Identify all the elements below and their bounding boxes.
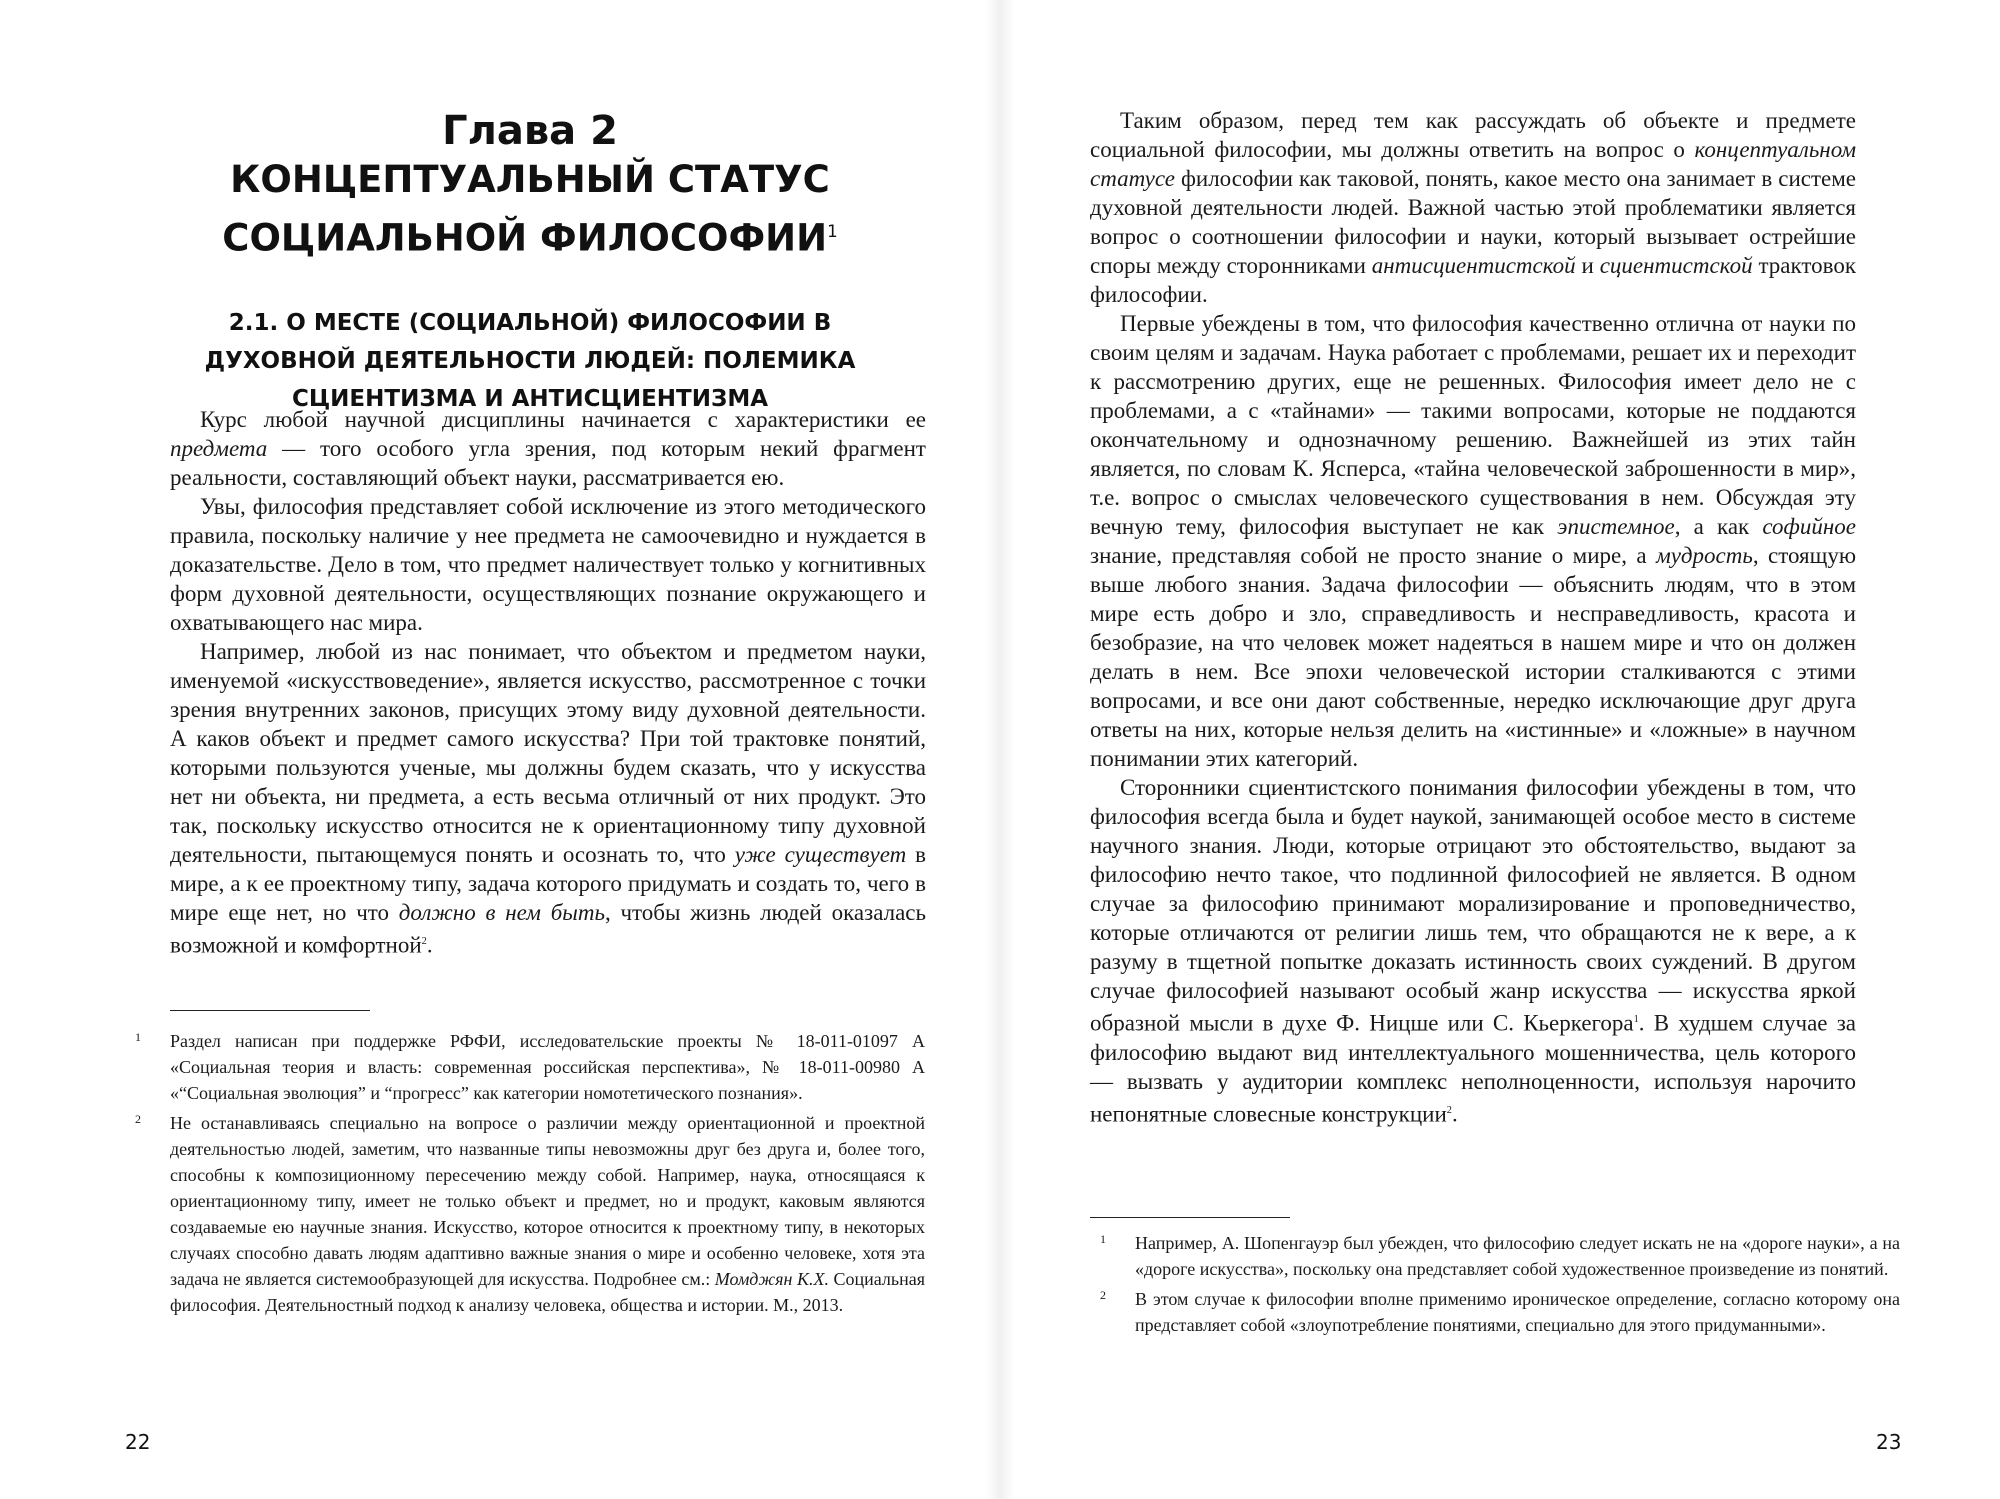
- footnote-text: [1135, 1289, 1900, 1335]
- text-run: Курс любой научной дисциплины начинается с характеристики ее: [200, 407, 926, 432]
- chapter-title-footnote-ref[interactable]: 1: [827, 222, 838, 241]
- text-run: Первые убеждены в том, что философия качественно отлична от науки по своим целям и задачам. Наука работает с проблемами, решает их и переходит к рассмотрению других, еще не решенных. Философия имеет дело не с проблемами, а с «тайнами» — такими вопросами, которые не поддаются окончательному и однозначному решению. Важнейшей из этих тайн является, по словам К. Ясперса, «тайна человеческой заброшенности в мир», т.е. вопрос о смыслах человеческого существования в нем. Обсуждая эту вечную тему, философия выступает не как: [1090, 311, 1856, 539]
- chapter-title: [140, 154, 920, 264]
- italic-text: сциентистской: [1599, 253, 1753, 278]
- italic-text: концептуальном статусе: [1090, 137, 1856, 191]
- text-run: и: [1575, 253, 1600, 278]
- italic-text: антисциентистской: [1371, 253, 1576, 278]
- page-number: 23: [1876, 1430, 1902, 1454]
- left-body-text: [170, 405, 926, 960]
- text-run: Например, любой из нас понимает, что объектом и предметом науки, именуемой «искусствоведение», является искусство, рассмотренное с точки зрения внутренних законов, присущих этому виду духовной деятельности. А каков объект и предмет самого искусства? При той трактовке понятий, которыми пользуются ученые, мы должны будем сказать, что у искусства нет ни объекта, ни предмета, а есть весьма отличный от них продукт. Это так, поскольку искусство относится не к ориентационному типу духовной деятельности, пытающемуся понять и осознать то, что: [170, 639, 926, 867]
- text-run: . В худшем случае за философию выдают вид интеллектуального мошенничества, цель которого — вызвать у аудитории комплекс неполноценности, используя нарочито непонятные словесные конструкции: [1090, 1010, 1856, 1127]
- section-title: 2.1. О МЕСТЕ (СОЦИАЛЬНОЙ) ФИЛОСОФИИ В ДУХОВНОЙ ДЕЯТЕЛЬНОСТИ ЛЮДЕЙ: ПОЛЕМИКА СЦИЕНТИЗМА И АНТИСЦИЕНТИЗМА: [204, 310, 856, 412]
- footnote-text: [170, 1031, 925, 1103]
- text-run: , чтобы жизнь людей оказалась возможной и комфортной: [170, 900, 926, 958]
- footnotes: [1090, 1230, 1900, 1342]
- text-run: Раздел написан при поддержке РФФИ, исследовательские проекты № 18-011-01097 А «Социальная теория и власть: современная российская перспектива», № 18-011-00980 А «“Социальная эволюция” и “прогресс” как категории номотетического познания».: [170, 1031, 925, 1103]
- chapter-title-text: КОНЦЕПТУАЛЬНЫЙ СТАТУС СОЦИАЛЬНОЙ ФИЛОСОФИИ: [222, 158, 830, 260]
- text-run: , стоящую выше любого знания. Задача философии — объяснить людям, что в этом мире есть добро и зло, справедливость и несправедливость, красота и безобразие, на что человек может надеяться в нашем мире и что он должен делать в нем. Все эпохи человеческой истории сталкиваются с этими вопросами, и все они дают собственные, нередко исключающие друг друга ответы на них, которые нельзя делить на «истинные» и «ложные» в научном понимании этих категорий.: [1090, 543, 1856, 771]
- text-run: — того особого угла зрения, под которым некий фрагмент реальности, составляющий объект науки, рассматривается ею.: [170, 436, 926, 490]
- italic-text: Момджян К.Х.: [714, 1269, 829, 1289]
- text-run: трактовок философии.: [1090, 253, 1856, 307]
- footnote-divider: [1090, 1217, 1290, 1218]
- paragraph: [170, 637, 926, 960]
- text-run: Таким образом, перед тем как рассуждать об объекте и предмете социальной философии, мы должны ответить на вопрос о: [1090, 108, 1856, 162]
- footnote: [1090, 1286, 1900, 1338]
- italic-text: софийное: [1762, 514, 1857, 539]
- page-number: 22: [125, 1430, 151, 1454]
- italic-text: эпистемное: [1557, 514, 1675, 539]
- paragraph: [1090, 773, 1856, 1128]
- text-run: В этом случае к философии вполне применимо ироническое определение, согласно которому она представляет собой «злоупотребление понятиями, специально для этого придуманными».: [1135, 1289, 1900, 1335]
- paragraph: [1090, 106, 1856, 309]
- text-run: .: [1451, 1101, 1458, 1127]
- footnote-number: 2: [135, 1112, 141, 1126]
- italic-text: предмета: [170, 436, 268, 461]
- footnote-ref[interactable]: 2: [421, 936, 427, 947]
- footnote-number: 1: [1100, 1232, 1106, 1246]
- text-run: .: [426, 932, 433, 958]
- footnote-number: 1: [135, 1030, 141, 1044]
- text-run: Не останавливаясь специально на вопросе о различии между ориентационной и проектной деятельностью людей, заметим, что названные типы невозможны друг без друга и, более того, способны к композиционному пересечению между собой. Например, наука, относящаяся к ориентационному типу, имеет не только объект и предмет, но и продукт, каковым являются создаваемые ею научные знания. Искусство, которое относится к проектному типу, в некоторых случаях способно давать людям адаптивно важные знания о мире и особенно человеке, хотя эта задача не является системообразующей для искусства. Подробнее см.:: [170, 1113, 925, 1289]
- footnote: [125, 1028, 925, 1106]
- footnote-text: [170, 1113, 925, 1315]
- right-body-text: [1090, 106, 1856, 1128]
- italic-text: должно в нем быть: [398, 900, 605, 925]
- italic-text: уже существует: [734, 842, 907, 867]
- footnotes: [125, 1028, 925, 1322]
- footnote-ref[interactable]: 2: [1446, 1104, 1452, 1116]
- text-run: Социальная философия. Деятельностный подход к анализу человека, общества и истории. М., 2013.: [170, 1269, 926, 1315]
- paragraph: [170, 405, 926, 492]
- footnote-divider: [170, 1010, 370, 1011]
- text-run: философии как таковой, понять, какое место она занимает в системе духовной деятельности людей. Важной частью этой проблематики является вопрос о соотношении философии и науки, который вызывает острейшие споры между сторонниками: [1090, 166, 1856, 278]
- footnote: [125, 1110, 925, 1318]
- footnote-ref[interactable]: 1: [1633, 1014, 1639, 1025]
- text-run: Например, А. Шопенгауэр был убежден, что философию следует искать не на «дороге науки», а на «дороге искусства», поскольку она представляет собой художественное произведение из понятий.: [1135, 1233, 1900, 1279]
- footnote-text: [1135, 1233, 1900, 1279]
- italic-text: мудрость: [1656, 543, 1753, 568]
- paragraph: [1090, 309, 1856, 773]
- text-run: , а как: [1674, 514, 1763, 539]
- chapter-label: Глава 2: [442, 108, 618, 154]
- paragraph: [170, 492, 926, 637]
- text-run: знание, представляя собой не просто знание о мире, а: [1090, 543, 1657, 568]
- text-run: Сторонники сциентистского понимания философии убеждены в том, что философия всегда была и будет наукой, занимающей особое место в системе научного знания. Люди, которые отрицают это обстоятельство, выдают за философию нечто такое, что подлинной философией не является. В одном случае за философию принимают морализирование и проповедничество, которые отличаются от религии лишь тем, что обращаются не к вере, а к разуму в тщетной попытке доказать истинность своих суждений. В другом случае философией называют особый жанр искусства — искусства яркой образной мысли в духе Ф. Ницше или С. Кьеркегора: [1090, 775, 1856, 1036]
- text-run: Увы, философия представляет собой исключение из этого методического правила, поскольку наличие у нее предмета не самоочевидно и нуждается в доказательстве. Дело в том, что предмет наличествует только у когнитивных форм духовной деятельности, осуществляющих познание окружающего и охватывающего нас мира.: [170, 494, 926, 635]
- text-run: в мире, а к ее проектному типу, задача которого придумать и создать то, чего в мире еще нет, но что: [170, 842, 926, 925]
- footnote: [1090, 1230, 1900, 1282]
- footnote-number: 2: [1100, 1288, 1106, 1302]
